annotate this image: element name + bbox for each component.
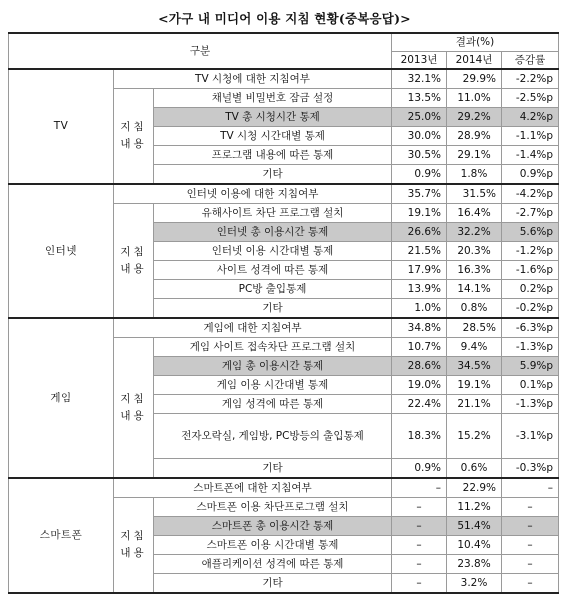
header-category: 구분: [9, 33, 392, 69]
value-2014: 16.4%: [447, 204, 502, 223]
item-label: 유해사이트 차단 프로그램 설치: [154, 204, 392, 223]
value-change: 5.9%p: [502, 357, 559, 376]
value-change: -3.1%p: [502, 414, 559, 459]
section-main-label: 게임에 대한 지침여부: [114, 318, 392, 338]
value-2014: 15.2%: [447, 414, 502, 459]
value-2014: 9.4%: [447, 338, 502, 357]
section-main-row: [9, 318, 559, 338]
value-2013: 13.5%: [392, 89, 447, 108]
item-label: 기타: [154, 299, 392, 319]
value-2014: 29.9%: [447, 69, 502, 89]
item-label: TV 총 시청시간 통제: [154, 108, 392, 127]
value-2014: 22.9%: [447, 478, 502, 498]
value-2013: 0.9%: [392, 459, 447, 479]
item-label: PC방 출입통제: [154, 280, 392, 299]
item-label: 애플리케이션 성격에 따른 통제: [154, 555, 392, 574]
header-row-1: [9, 33, 559, 52]
section-main-label: 인터넷 이용에 대한 지침여부: [114, 184, 392, 204]
item-label: 게임 이용 시간대별 통제: [154, 376, 392, 395]
value-2013: 13.9%: [392, 280, 447, 299]
value-change: -0.3%p: [502, 459, 559, 479]
item-label: 기타: [154, 165, 392, 185]
value-2014: 19.1%: [447, 376, 502, 395]
item-label: 게임 총 이용시간 통제: [154, 357, 392, 376]
value-change: –: [502, 478, 559, 498]
section-main-label: TV 시청에 대한 지침여부: [114, 69, 392, 89]
value-2014: 11.2%: [447, 498, 502, 517]
header-year-2013: 2013년: [392, 52, 447, 70]
value-2013: 19.1%: [392, 204, 447, 223]
value-change: 0.1%p: [502, 376, 559, 395]
value-2014: 1.8%: [447, 165, 502, 185]
value-change: –: [502, 498, 559, 517]
table-body: [9, 69, 559, 593]
value-change: 0.9%p: [502, 165, 559, 185]
value-2014: 14.1%: [447, 280, 502, 299]
section-name: 스마트폰: [9, 478, 114, 593]
guideline-content-label: 지침 내용: [114, 89, 154, 185]
value-change: -6.3%p: [502, 318, 559, 338]
guideline-content-label: 지침 내용: [114, 338, 154, 479]
value-2014: 29.1%: [447, 146, 502, 165]
value-2014: 0.8%: [447, 299, 502, 319]
value-2014: 23.8%: [447, 555, 502, 574]
item-label: 게임 사이트 접속차단 프로그램 설치: [154, 338, 392, 357]
value-change: –: [502, 574, 559, 594]
media-guideline-table: [8, 32, 559, 594]
section-main-row: [9, 184, 559, 204]
value-change: -4.2%p: [502, 184, 559, 204]
section-main-row: [9, 69, 559, 89]
item-label: 사이트 성격에 따른 통제: [154, 261, 392, 280]
value-2013: 10.7%: [392, 338, 447, 357]
value-change: -1.4%p: [502, 146, 559, 165]
value-2013: 28.6%: [392, 357, 447, 376]
section-name: 인터넷: [9, 184, 114, 318]
value-2014: 0.6%: [447, 459, 502, 479]
value-change: -1.3%p: [502, 395, 559, 414]
value-2013: 34.8%: [392, 318, 447, 338]
table-title: <가구 내 미디어 이용 지침 현황(중복응답)>: [158, 11, 411, 26]
item-label: 스마트폰 이용 차단프로그램 설치: [154, 498, 392, 517]
value-2013: 18.3%: [392, 414, 447, 459]
value-change: -1.6%p: [502, 261, 559, 280]
item-label: 게임 성격에 따른 통제: [154, 395, 392, 414]
value-change: –: [502, 517, 559, 536]
value-2013: –: [392, 555, 447, 574]
value-2013: –: [392, 536, 447, 555]
value-change: 0.2%p: [502, 280, 559, 299]
value-change: 5.6%p: [502, 223, 559, 242]
value-2013: 22.4%: [392, 395, 447, 414]
item-label: 프로그램 내용에 따른 통제: [154, 146, 392, 165]
value-2014: 10.4%: [447, 536, 502, 555]
item-label: 스마트폰 총 이용시간 통제: [154, 517, 392, 536]
item-label: 인터넷 총 이용시간 통제: [154, 223, 392, 242]
value-2013: 32.1%: [392, 69, 447, 89]
value-change: –: [502, 536, 559, 555]
value-2013: 17.9%: [392, 261, 447, 280]
value-2014: 11.0%: [447, 89, 502, 108]
header-change: 증감률: [502, 52, 559, 70]
guideline-content-label: 지침 내용: [114, 204, 154, 319]
item-label: 인터넷 이용 시간대별 통제: [154, 242, 392, 261]
section-name: 게임: [9, 318, 114, 478]
value-change: –: [502, 555, 559, 574]
value-2013: 1.0%: [392, 299, 447, 319]
value-2013: 35.7%: [392, 184, 447, 204]
guideline-content-label: 지침 내용: [114, 498, 154, 594]
value-change: -2.5%p: [502, 89, 559, 108]
value-change: -1.2%p: [502, 242, 559, 261]
section-main-row: [9, 478, 559, 498]
value-2014: 32.2%: [447, 223, 502, 242]
value-2013: –: [392, 574, 447, 594]
item-label: 스마트폰 이용 시간대별 통제: [154, 536, 392, 555]
value-2013: 26.6%: [392, 223, 447, 242]
section-name: TV: [9, 69, 114, 184]
value-2014: 34.5%: [447, 357, 502, 376]
value-2013: 19.0%: [392, 376, 447, 395]
value-2013: 30.5%: [392, 146, 447, 165]
value-2013: 21.5%: [392, 242, 447, 261]
header-year-2014: 2014년: [447, 52, 502, 70]
value-2014: 3.2%: [447, 574, 502, 594]
value-change: -1.3%p: [502, 338, 559, 357]
value-change: -2.7%p: [502, 204, 559, 223]
value-2014: 28.5%: [447, 318, 502, 338]
value-2014: 28.9%: [447, 127, 502, 146]
value-2014: 20.3%: [447, 242, 502, 261]
value-change: 4.2%p: [502, 108, 559, 127]
value-2014: 29.2%: [447, 108, 502, 127]
value-2013: 0.9%: [392, 165, 447, 185]
value-2013: 25.0%: [392, 108, 447, 127]
item-label: 전자오락실, 게임방, PC방등의 출입통제: [154, 414, 392, 459]
value-change: -2.2%p: [502, 69, 559, 89]
item-label: 채널별 비밀번호 잠금 설정: [154, 89, 392, 108]
item-label: 기타: [154, 574, 392, 594]
value-change: -0.2%p: [502, 299, 559, 319]
item-label: 기타: [154, 459, 392, 479]
value-2014: 21.1%: [447, 395, 502, 414]
item-label: TV 시청 시간대별 통제: [154, 127, 392, 146]
value-2013: –: [392, 517, 447, 536]
section-main-label: 스마트폰에 대한 지침여부: [114, 478, 392, 498]
value-2014: 16.3%: [447, 261, 502, 280]
value-2014: 31.5%: [447, 184, 502, 204]
value-change: -1.1%p: [502, 127, 559, 146]
value-2014: 51.4%: [447, 517, 502, 536]
value-2013: –: [392, 498, 447, 517]
value-2013: 30.0%: [392, 127, 447, 146]
value-2013: –: [392, 478, 447, 498]
header-result: 결과(%): [392, 33, 559, 52]
